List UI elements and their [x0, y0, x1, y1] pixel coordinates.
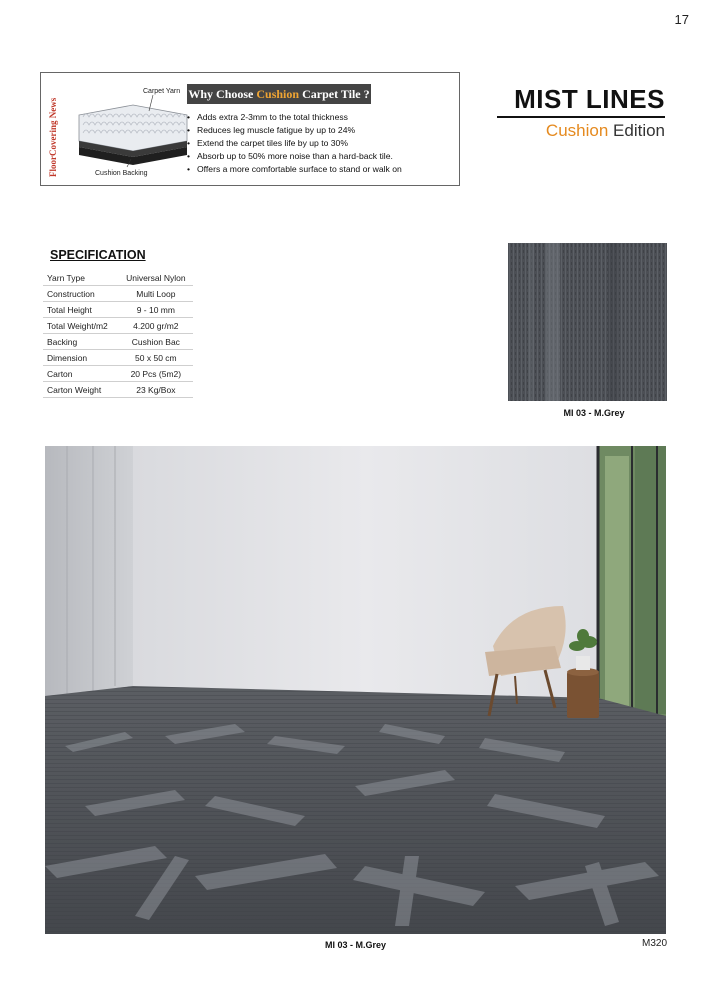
product-code: M320 — [641, 938, 667, 949]
table-row: Dimension 50 x 50 cm — [43, 350, 193, 366]
benefit-list — [187, 111, 457, 176]
table-row: Backing Cushion Bac — [43, 334, 193, 350]
title-divider — [497, 116, 665, 118]
table-row: Yarn Type Universal Nylon — [43, 270, 193, 286]
label-cushion-backing: Cushion Backing — [95, 170, 148, 177]
edition-subtitle: Cushion Edition — [545, 121, 665, 140]
cushion-info-box — [40, 72, 460, 186]
banner-highlight: Cushion — [256, 87, 300, 101]
brand-text: FloorCovering News — [48, 97, 58, 177]
label-carpet-yarn: Carpet Yarn — [143, 88, 181, 95]
why-cushion-banner: Why Choose Cushion Carpet Tile ? — [187, 84, 371, 104]
cushion-tile-illustration — [65, 81, 205, 181]
benefit-item: • Reduces leg muscle fatigue by up to 24% — [187, 124, 457, 137]
benefit-item: • Absorb up to 50% more noise than a hard-back tile. — [187, 150, 457, 163]
specification-heading: SPECIFICATION — [50, 248, 146, 262]
table-row: Total Weight/m2 4.200 gr/m2 — [43, 318, 193, 334]
benefit-item: • Adds extra 2-3mm to the total thickness — [187, 111, 457, 124]
room-scene-image — [45, 446, 666, 934]
edition-accent: Cushion — [545, 121, 609, 140]
table-row: Total Height 9 - 10 mm — [43, 302, 193, 318]
benefit-item: • Extend the carpet tiles life by up to 30% — [187, 137, 457, 150]
table-row: Carton 20 Pcs (5m2) — [43, 366, 193, 382]
brand-logo — [45, 81, 61, 179]
room-caption: MI 03 - M.Grey — [324, 940, 387, 950]
table-row: Construction Multi Loop — [43, 286, 193, 302]
table-row: Carton Weight 23 Kg/Box — [43, 382, 193, 398]
specification-table — [43, 270, 193, 398]
page-number: 17 — [674, 12, 689, 27]
benefit-item: • Offers a more comfortable surface to stand or walk on — [187, 163, 457, 176]
collection-title: MIST LINES — [514, 84, 665, 114]
swatch-caption: MI 03 - M.Grey — [563, 408, 625, 418]
carpet-swatch-image — [508, 243, 667, 401]
